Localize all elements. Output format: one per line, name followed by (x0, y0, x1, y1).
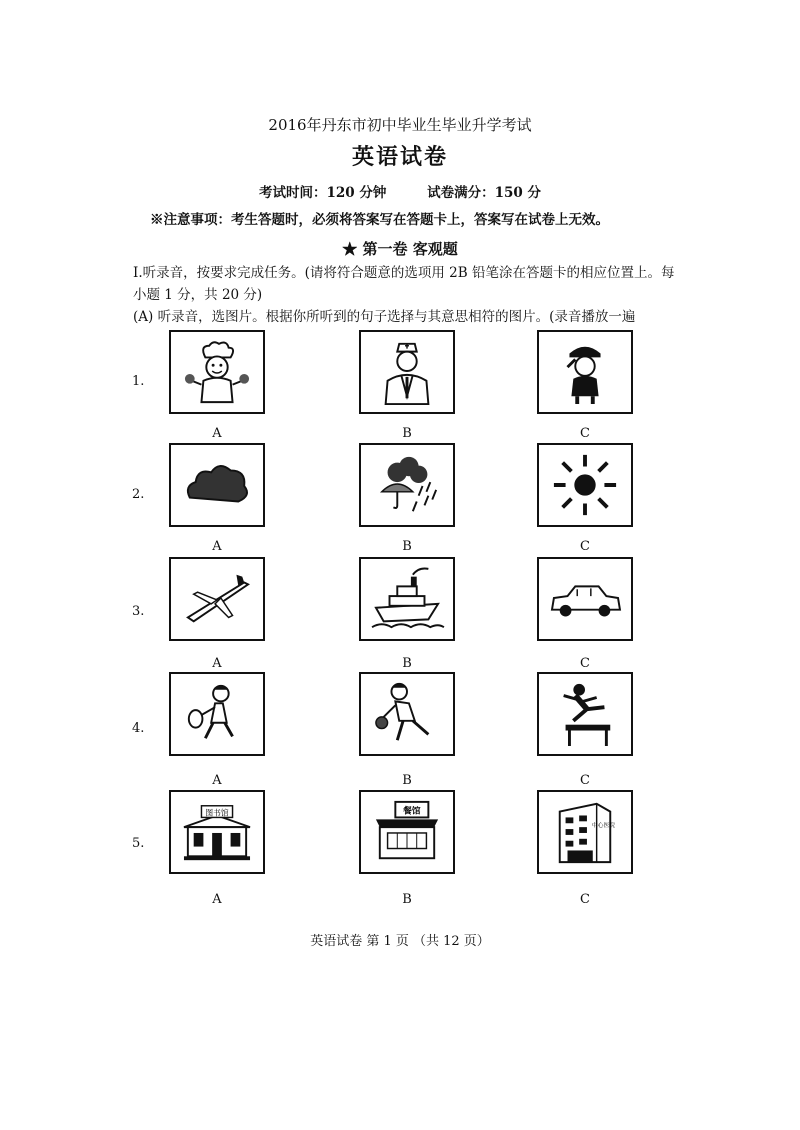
airplane-icon (178, 565, 256, 633)
section-heading: ★ 第一卷 客观题 (342, 240, 458, 258)
question-4-option-a[interactable] (169, 672, 265, 756)
part-a-instruction: (A) 听录音，选图片。根据你所听到的句子选择与其意思相符的图片。(录音播放一遍 (133, 309, 636, 325)
question-4-option-b[interactable] (359, 672, 455, 756)
rain-icon (368, 451, 446, 519)
question-1-option-a[interactable] (169, 330, 265, 414)
chef-icon (178, 338, 256, 406)
page-footer: 英语试卷 第 1 页 （共 12 页） (310, 934, 490, 949)
option-letter: C (580, 656, 590, 671)
question-number: 1. (132, 374, 145, 389)
section-instruction: Ⅰ.听录音，按要求完成任务。(请将符合题意的选项用 2B 铅笔涂在答题卡的相应位置上。每小题 1 分，共 20 分) (133, 265, 675, 303)
option-letter: C (580, 539, 590, 554)
ship-icon (368, 565, 446, 633)
exam-info (0, 181, 800, 201)
question-number: 3. (132, 604, 145, 619)
basketball-icon (368, 680, 446, 748)
question-3-option-c[interactable] (537, 557, 633, 641)
question-5-option-b[interactable] (359, 790, 455, 874)
option-letter: A (212, 773, 222, 788)
option-letter: B (402, 773, 412, 788)
tennis-icon (178, 680, 256, 748)
option-letter: C (580, 426, 590, 441)
option-letter: A (212, 426, 222, 441)
library-sign: 图书馆 (205, 808, 229, 818)
library-icon (178, 798, 256, 866)
option-letter: B (402, 426, 412, 441)
hospital-icon (546, 798, 624, 866)
question-1-option-b[interactable] (359, 330, 455, 414)
car-icon (546, 565, 624, 633)
question-4-option-c[interactable] (537, 672, 633, 756)
question-1-option-c[interactable] (537, 330, 633, 414)
cloud-icon (178, 451, 256, 519)
question-number: 4. (132, 721, 145, 736)
option-letter: A (212, 656, 222, 671)
question-3-option-a[interactable] (169, 557, 265, 641)
nurse-icon (368, 338, 446, 406)
option-letter: B (402, 892, 412, 907)
question-number: 5. (132, 836, 145, 851)
option-letter: A (212, 892, 222, 907)
option-letter: B (402, 539, 412, 554)
question-3-option-b[interactable] (359, 557, 455, 641)
hurdles-icon (546, 680, 624, 748)
option-letter: B (402, 656, 412, 671)
option-letter: A (212, 539, 222, 554)
exam-time: 考试时间：120 分钟 (259, 185, 387, 201)
question-2-option-a[interactable] (169, 443, 265, 527)
exam-title: 2016年丹东市初中毕业生毕业升学考试 (268, 116, 532, 134)
exam-notice: ※注意事项：考生答题时，必须将答案写在答题卡上，答案写在试卷上无效。 (150, 212, 609, 228)
question-2-option-c[interactable] (537, 443, 633, 527)
exam-subtitle: 英语试卷 (351, 144, 448, 170)
restaurant-icon (368, 798, 446, 866)
hospital-sign: 中心医院 (591, 823, 616, 830)
question-number: 2. (132, 487, 145, 502)
sun-icon (546, 451, 624, 519)
restaurant-sign: 餐馆 (403, 806, 421, 817)
question-5-option-a[interactable] (169, 790, 265, 874)
question-2-option-b[interactable] (359, 443, 455, 527)
police-officer-icon (546, 338, 624, 406)
option-letter: C (580, 773, 590, 788)
question-5-option-c[interactable] (537, 790, 633, 874)
exam-score: 试卷满分：150 分 (427, 185, 541, 201)
option-letter: C (580, 892, 590, 907)
